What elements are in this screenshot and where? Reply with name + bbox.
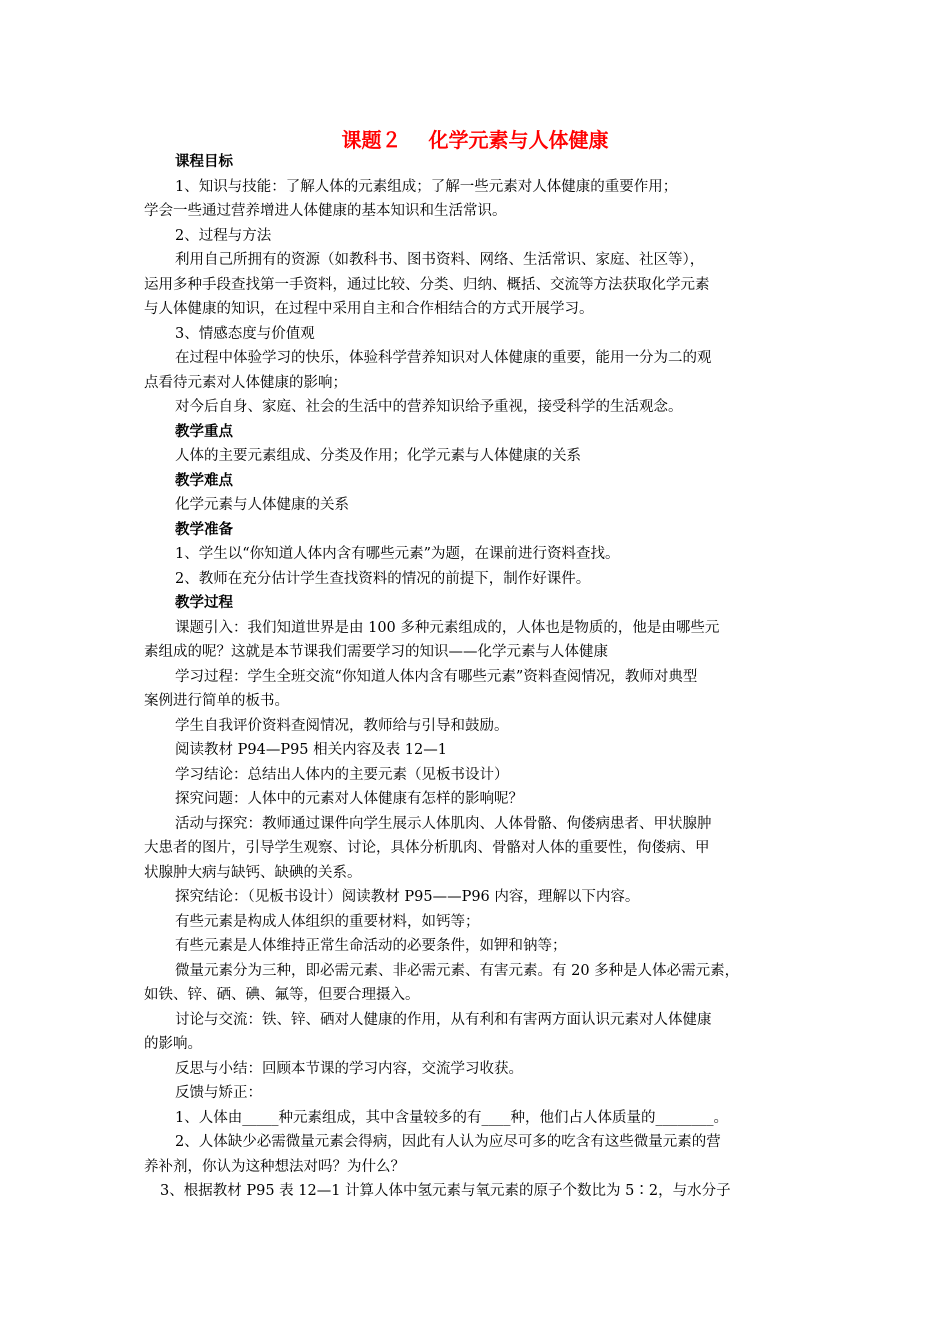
heading-teaching-process: 教学过程 xyxy=(175,595,233,611)
paragraph-line: 3、情感态度与价值观 xyxy=(175,325,315,342)
paragraph-line: 对今后自身、家庭、社会的生活中的营养知识给予重视，接受科学的生活观念。 xyxy=(175,399,683,415)
paragraph-line: 1、知识与技能：了解人体的元素组成；了解一些元素对人体健康的重要作用； xyxy=(175,178,678,195)
exercise-line: 养补剂，你认为这种想法对吗？为什么？ xyxy=(144,1158,405,1175)
page-title: 课题２ 化学元素与人体健康 xyxy=(341,128,609,152)
paragraph-line: 大患者的图片，引导学生观察、讨论，具体分析肌肉、骨骼对人体的重要性，佝偻病、甲 xyxy=(144,840,710,856)
paragraph-line: 讨论与交流：铁、锌、硒对人健康的作用，从有利和有害两方面认识元素对人体健康 xyxy=(175,1011,712,1028)
paragraph-line: 状腺肿大病与缺钙、缺碘的关系。 xyxy=(144,864,362,881)
paragraph-line: 利用自己所拥有的资源（如教科书、图书资料、网络、生活常识、家庭、社区等）， xyxy=(175,252,705,268)
paragraph-line: 探究问题：人体中的元素对人体健康有怎样的影响呢？ xyxy=(175,791,523,807)
paragraph-line: 学生自我评价资料查阅情况，教师给与引导和鼓励。 xyxy=(175,717,509,734)
paragraph-line: 人体的主要元素组成、分类及作用；化学元素与人体健康的关系 xyxy=(175,448,581,464)
paragraph-line: 运用多种手段查找第一手资料，通过比较、分类、归纳、概括、交流等方法获取化学元素 xyxy=(144,276,710,293)
document-body xyxy=(144,150,824,1204)
paragraph-line: 点看待元素对人体健康的影响； xyxy=(144,374,347,391)
heading-difficulties: 教学难点 xyxy=(175,472,233,489)
paragraph-line: 学会一些通过营养增进人体健康的基本知识和生活常识。 xyxy=(144,203,507,219)
paragraph-line: 1、学生以“你知道人体内含有哪些元素”为题，在课前进行资料查找。 xyxy=(175,546,620,562)
paragraph-line: 如铁、锌、硒、碘、氟等，但要合理摄入。 xyxy=(144,987,420,1003)
paragraph-line: 素组成的呢？这就是本节课我们需要学习的知识——化学元素与人体健康 xyxy=(144,644,608,660)
heading-course-goals: 课程目标 xyxy=(175,154,233,170)
paragraph-line: 化学元素与人体健康的关系 xyxy=(175,497,349,513)
paragraph-line: 有些元素是构成人体组织的重要材料，如钙等； xyxy=(175,913,480,930)
paragraph-line: 反馈与矫正： xyxy=(175,1085,262,1101)
paragraph-line: 案例进行简单的板书。 xyxy=(144,693,289,709)
paragraph-line: 在过程中体验学习的快乐，体验科学营养知识对人体健康的重要，能用一分为二的观 xyxy=(175,350,712,366)
paragraph-line: 探究结论：（见板书设计）阅读教材 P95——P96 内容，理解以下内容。 xyxy=(175,889,640,905)
paragraph-line: 学习过程：学生全班交流“你知道人体内含有哪些元素”资料查阅情况，教师对典型 xyxy=(175,668,698,685)
paragraph-line: 的影响。 xyxy=(144,1036,202,1052)
paragraph-line: 与人体健康的知识，在过程中采用自主和合作相结合的方式开展学习。 xyxy=(144,301,594,317)
paragraph-line: 微量元素分为三种，即必需元素、非必需元素、有害元素。有 20 多种是人体必需元素， xyxy=(175,962,740,979)
paragraph-line: 活动与探究：教师通过课件向学生展示人体肌肉、人体骨骼、佝偻病患者、甲状腺肿 xyxy=(175,815,712,832)
paragraph-line: 反思与小结：回顾本节课的学习内容，交流学习收获。 xyxy=(175,1060,523,1077)
heading-preparation: 教学准备 xyxy=(175,521,233,538)
paragraph-line: 有些元素是人体维持正常生命活动的必要条件，如钾和钠等； xyxy=(175,938,567,954)
heading-key-points: 教学重点 xyxy=(175,423,233,440)
exercise-line: 2、人体缺少必需微量元素会得病，因此有人认为应尽可多的吃含有这些微量元素的营 xyxy=(175,1134,721,1150)
paragraph-line: 学习结论：总结出人体内的主要元素（见板书设计） xyxy=(175,766,509,783)
paragraph-line: 课题引入：我们知道世界是由 100 多种元素组成的，人体也是物质的，他是由哪些元 xyxy=(175,619,720,636)
paragraph-line: 2、教师在充分估计学生查找资料的情况的前提下，制作好课件。 xyxy=(175,570,591,587)
paragraph-line: 2、过程与方法 xyxy=(175,227,272,244)
paragraph-line: 阅读教材 P94—P95 相关内容及表 12—1 xyxy=(175,742,447,758)
exercise-line: 1、人体由_____种元素组成，其中含量较多的有____种，他们占人体质量的________。 xyxy=(175,1109,728,1126)
exercise-line: 3、根据教材 P95 表 12—1 计算人体中氢元素与氧元素的原子个数比为 5∶2，与水分子 xyxy=(160,1183,731,1199)
